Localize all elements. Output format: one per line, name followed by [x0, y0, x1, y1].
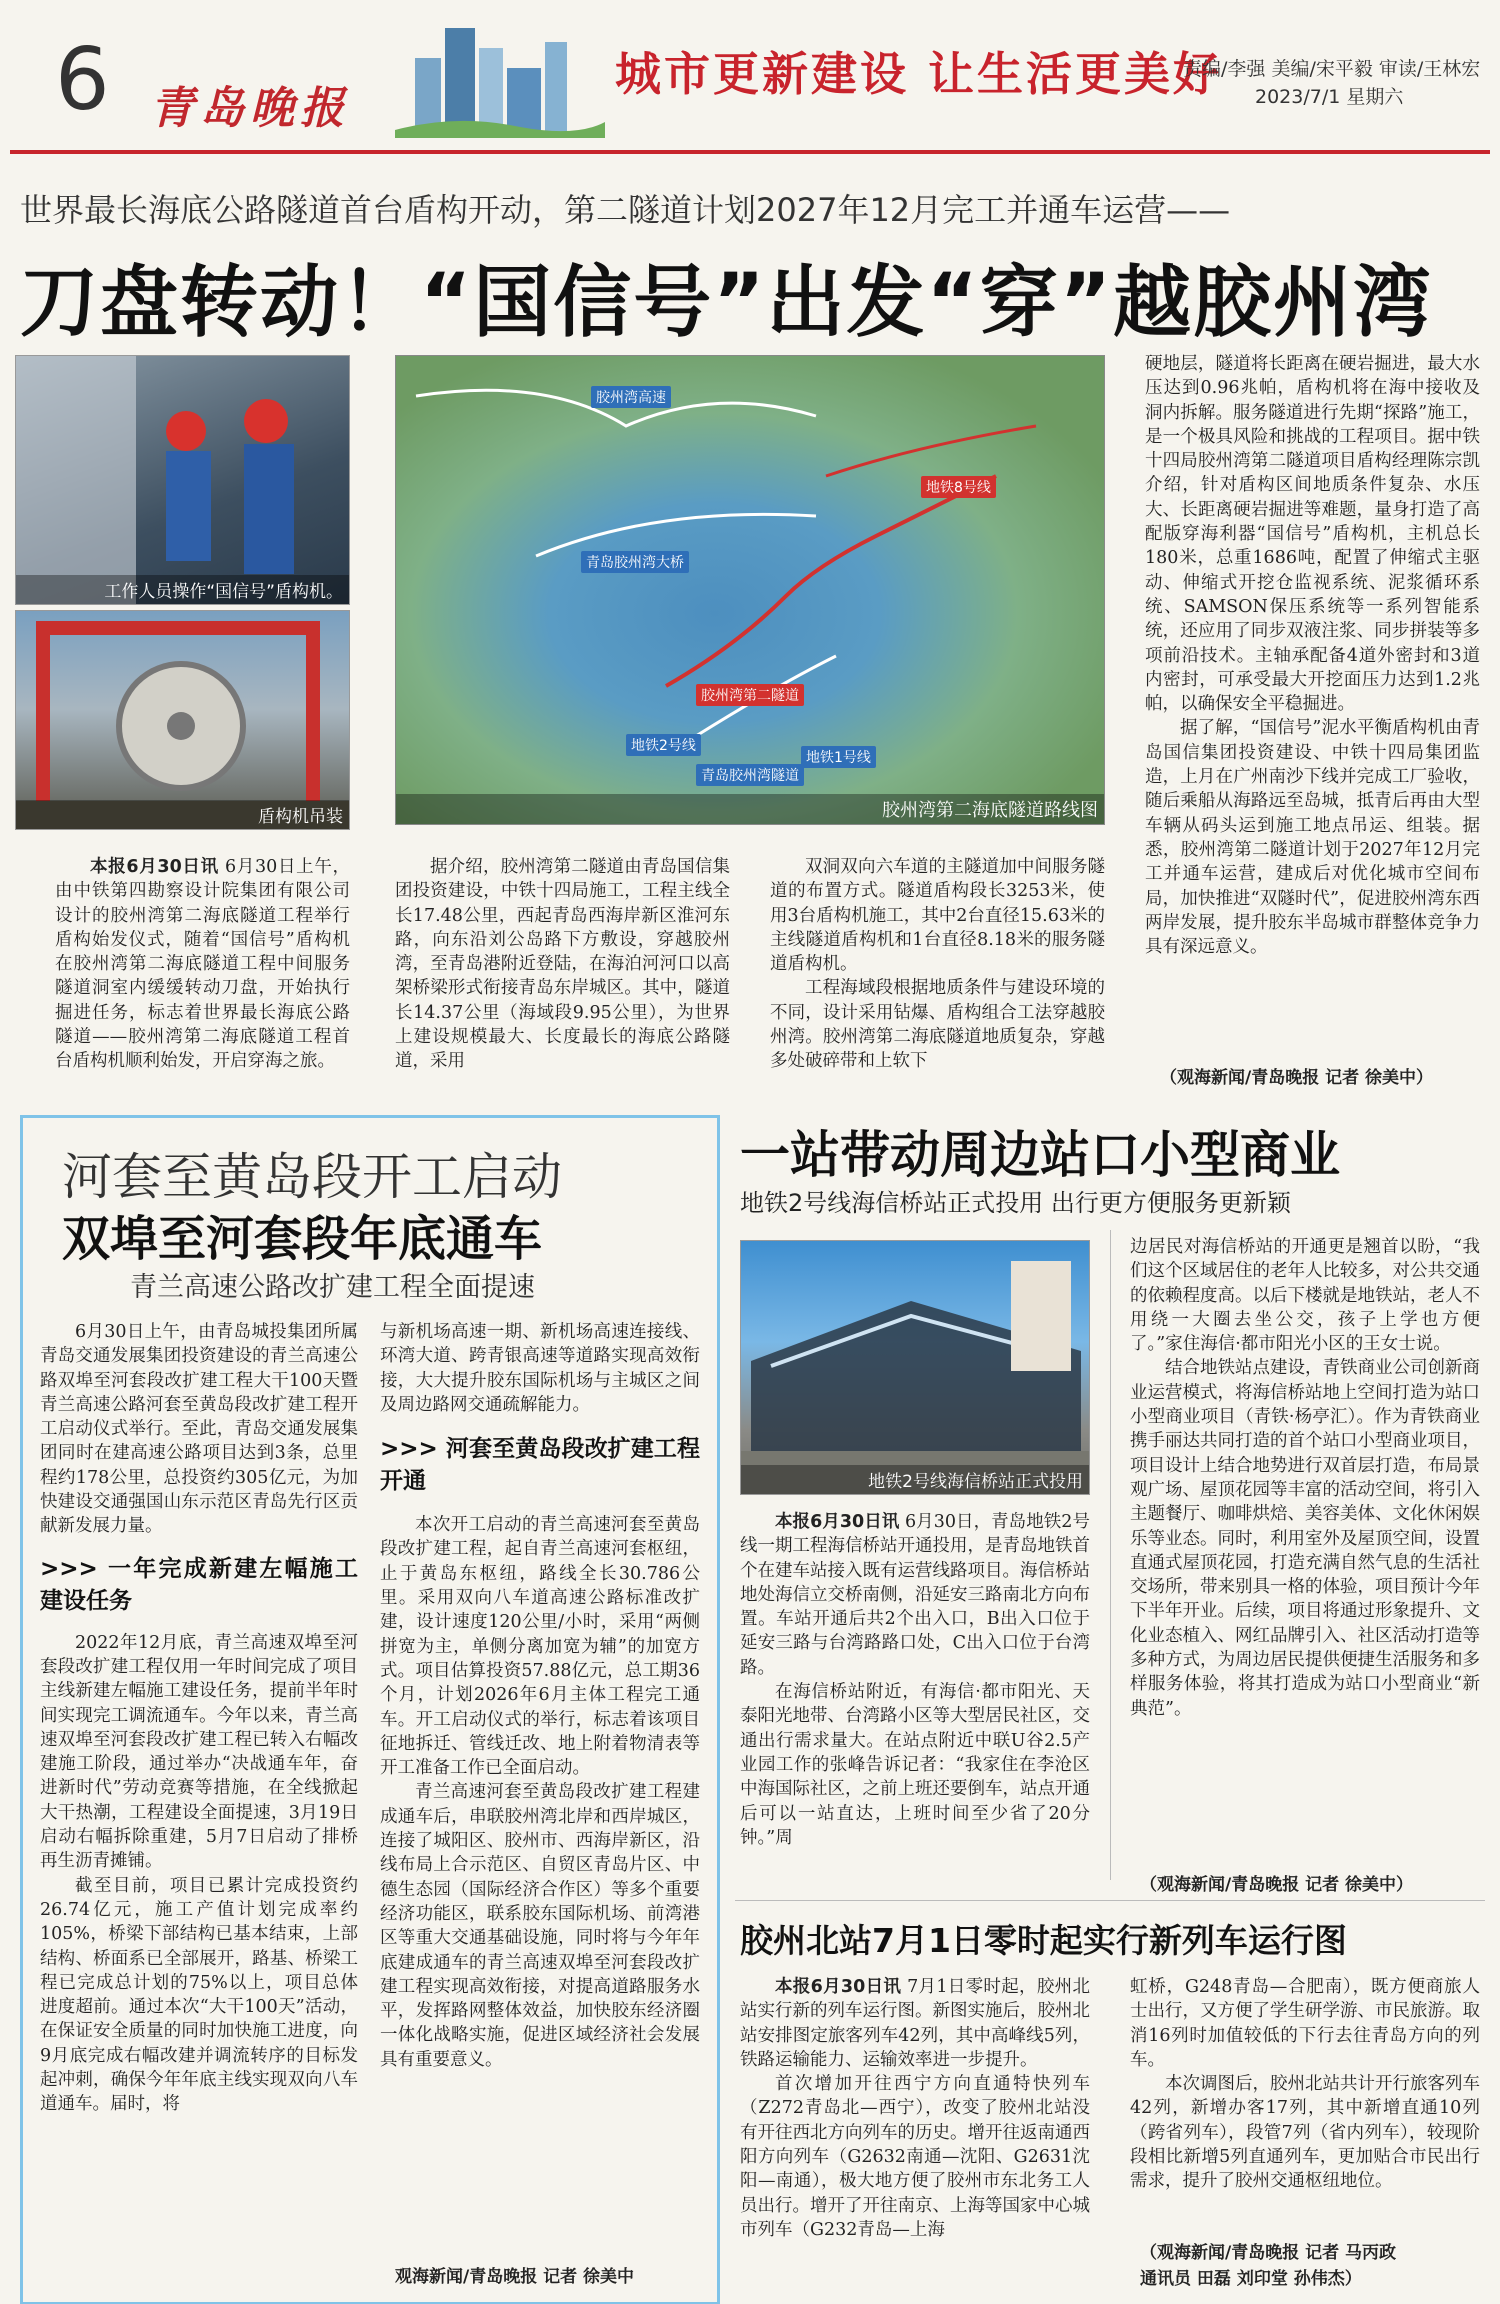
- highway-p1: 6月30日上午，由青岛城投集团所属青岛交通发展集团投资建设的青兰高速公路双埠至河套段改扩建工程大干100天暨青兰高速公路河套至黄岛段改扩建工程开工启动仪式举行。至此，青岛交通发展集团同时在建高速公路项目达到3条，总里程约178公里，总投资约305亿元，为加快建设交通强国山东示范区青岛先行区贡献新发展力量。: [40, 1322, 358, 1537]
- metro-dateline: 本报6月30日讯: [775, 1512, 900, 1532]
- tunnel-route-map: [395, 355, 1105, 825]
- station-photo-caption: 地铁2号线海信桥站正式投用: [741, 1465, 1089, 1494]
- map-label-tunnel2: 胶州湾第二隧道: [696, 684, 804, 706]
- page-number: 6: [55, 30, 110, 130]
- metro-col2-p2: 结合地铁站点建设，青铁商业公司创新商业运营模式，将海信桥站地上空间打造为站口小型商业项目（青铁·杨亭汇）。作为青铁商业携手丽达共同打造的首个站口小型商业项目，项目设计上结合地势进行双首层打造，布局景观广场、屋顶花园等丰富的活动空间，将引入主题餐厅、咖啡烘焙、美容美体、文化休闲娱乐等业态。同时，利用室外及屋顶空间，设置直通式屋顶花园，打造充满自然气息的生活社交场所，带来别具一格的体验，项目预计今年下半年开业。后续，项目将通过形象提升、文化业态植入、网红品牌引入、社区活动打造等多种方式，为周边居民提供便捷生活服务和多样服务体验，将其打造成为站口小型商业“新典范”。: [1130, 1358, 1480, 1719]
- crane-photo-caption: 盾构机吊装: [16, 800, 349, 829]
- highway-byline: 观海新闻/青岛晚报 记者 徐美中: [395, 2267, 635, 2287]
- highway-title-1: 河套至黄岛段开工启动: [62, 1148, 562, 1206]
- train-dateline: 本报6月30日讯: [775, 1977, 902, 1997]
- city-skyline-graphic: [395, 18, 605, 138]
- map-label-metro8: 地铁8号线: [921, 476, 996, 498]
- station-photo: [740, 1240, 1090, 1495]
- workers-photo-caption: 工作人员操作“国信号”盾构机。: [16, 575, 349, 604]
- crane-photo: [15, 610, 350, 830]
- header-rule: [10, 150, 1490, 154]
- highway-subhead-1: >>> 一年完成新建左幅施工建设任务: [40, 1555, 358, 1614]
- workers-photo: [15, 355, 350, 605]
- highway-col-2: [380, 1320, 700, 2260]
- train-byline-1: （观海新闻/青岛晚报 记者 马丙政: [1140, 2243, 1397, 2263]
- lead-col-4: [1145, 352, 1480, 1050]
- metro-col1-p2: 在海信桥站附近，有海信·都市阳光、天泰阳光地带、台湾路小区等大型居民社区，交通出行需求量大。在站点附近中联U谷2.5产业园工作的张峰告诉记者：“我家住在李沧区中海国际社区，之前上班还要倒车，站点开通后可以一站直达，上班时间至少省了20分钟。”周: [740, 1682, 1090, 1848]
- lead-col3-p2: 工程海域段根据地质条件与建设环境的不同，设计采用钻爆、盾构组合工法穿越胶州湾。胶州湾第二海底隧道地质复杂，穿越多处破碎带和上软下: [770, 978, 1105, 1072]
- lead-col3-p1: 双洞双向六车道的主隧道加中间服务隧道的布置方式。隧道盾构段长3253米，使用3台盾构机施工，其中2台直径15.63米的主线隧道盾构机和1台直径8.18米的服务隧道盾构机。: [770, 857, 1105, 975]
- paper-name: 青岛晚报: [150, 83, 350, 134]
- metro-title: 一站带动周边站口小型商业: [740, 1126, 1340, 1184]
- station-illustration: [741, 1241, 1090, 1495]
- highway-c2-p2: 本次开工启动的青兰高速河套至黄岛段改扩建工程，起自青兰高速河套枢纽，止于黄岛东枢纽，路线全长30.786公里。采用双向八车道高速公路标准改扩建，设计速度120公里/小时，采用“两侧拼宽为主，单侧分离加宽为辅”的加宽方式。项目估算投资57.88亿元，总工期36个月，计划2026年6月主体工程完工通车。开工启动仪式的举行，标志着该项目征地拆迁、管线迁改、地上附着物清表等开工准备工作已全面启动。: [380, 1515, 700, 1779]
- metro-subtitle: 地铁2号线海信桥站正式投用 出行更方便服务更新颖: [740, 1189, 1291, 1217]
- crane-illustration: [16, 611, 350, 830]
- lead-byline: （观海新闻/青岛晚报 记者 徐美中）: [1160, 1068, 1434, 1088]
- section-divider: [735, 1900, 1485, 1901]
- map-label-bridge: 青岛胶州湾大桥: [581, 551, 689, 573]
- workers-illustration: [16, 356, 350, 605]
- lead-dateline: 本报6月30日讯: [90, 857, 219, 877]
- highway-col-1: [40, 1320, 358, 2280]
- metro-col-2: [1130, 1235, 1480, 1865]
- lead-col-1: [55, 855, 350, 1080]
- lead-col2-text: 据介绍，胶州湾第二隧道由青岛国信集团投资建设，中铁十四局施工，工程主线全长17.48公里，西起青岛西海岸新区淮河东路，向东沿刘公岛路下方敷设，穿越胶州湾，至青岛港附近登陆，在海泊河河口以高架桥梁形式衔接青岛东岸城区。其中，隧道长14.37公里（海域段9.95公里），为世界上建设规模最大、长度最长的海底公路隧道，采用: [395, 857, 730, 1072]
- train-byline-2: 通讯员 田磊 刘印堂 孙伟杰）: [1140, 2269, 1362, 2289]
- highway-subtitle: 青兰高速公路改扩建工程全面提速: [130, 1272, 535, 1303]
- metro-col-1: [740, 1510, 1090, 1900]
- train-col-1: [740, 1975, 1090, 2293]
- lead-col-2: [395, 855, 730, 1080]
- metro-byline: （观海新闻/青岛晚报 记者 徐美中）: [1140, 1875, 1414, 1895]
- column-divider: [1110, 1230, 1111, 1880]
- metro-col1-p1: 6月30日，青岛地铁2号线一期工程海信桥站开通投用，是青岛地铁首个在建车站接入既有运营线路项目。海信桥站地处海信立交桥南侧，沿延安三路南北方向布置。车站开通后共2个出入口，B出入口位于延安三路与台湾路路口处，C出入口位于台湾路。: [740, 1512, 1090, 1678]
- train-col2-p2: 本次调图后，胶州北站共计开行旅客列车42列，新增办客17列，其中新增直通10列（跨省列车），段管7列（省内列车），较现阶段相比新增5列直通列车，更加贴合市民出行需求，提升了胶州交通枢纽地位。: [1130, 2074, 1480, 2192]
- map-label-metro2: 地铁2号线: [626, 734, 701, 756]
- highway-p2: 2022年12月底，青兰高速双埠至河套段改扩建工程仅用一年时间完成了项目主线新建左幅施工建设任务，提前半年时间实现完工调流通车。今年以来，青兰高速双埠至河套段改扩建工程已转入右幅改建施工阶段，通过举办“决战通车年，奋进新时代”劳动竞赛等措施，在全线掀起大干热潮，工程建设全面提速，3月19日启动右幅拆除重建，5月7日启动了排桥再生沥青摊铺。: [40, 1632, 358, 1872]
- train-col2-p1: 虹桥，G248青岛—合肥南），既方便商旅人士出行，又方便了学生研学游、市民旅游。取消16列时加值较低的下行去往青岛方向的列车。: [1130, 1977, 1480, 2070]
- highway-c2-p1: 与新机场高速一期、新机场高速连接线、环湾大道、跨青银高速等道路实现高效衔接，大大提升胶东国际机场与主城区之间及周边路网交通疏解能力。: [380, 1322, 700, 1415]
- lead-kicker: 世界最长海底公路隧道首台盾构开动，第二隧道计划2027年12月完工并通车运营——: [20, 191, 1231, 229]
- issue-date: 2023/7/1 星期六: [1255, 86, 1404, 108]
- metro-col2-p1: 边居民对海信桥站的开通更是翘首以盼，“我们这个区域居住的老年人比较多，对公共交通的依赖程度高。以后下楼就是地铁站，老人不用绕一大圈去坐公交，孩子上学也方便了。”家住海信·都市阳光小区的王女士说。: [1130, 1237, 1480, 1355]
- map-label-tunnel1: 青岛胶州湾隧道: [696, 764, 804, 786]
- lead-headline: 刀盘转动！“国信号”出发“穿”越胶州湾: [20, 258, 1434, 348]
- map-label-metro1: 地铁1号线: [801, 746, 876, 768]
- map-label-expressway: 胶州湾高速: [591, 386, 671, 408]
- highway-subhead-2: >>> 河套至黄岛段改扩建工程开通: [380, 1436, 700, 1495]
- highway-title-2: 双埠至河套段年底通车: [62, 1211, 543, 1267]
- train-title: 胶州北站7月1日零时起实行新列车运行图: [740, 1921, 1347, 1960]
- lead-col4-p1: 硬地层，隧道将长距离在硬岩掘进，最大水压达到0.96兆帕，盾构机将在海中接收及洞内拆解。服务隧道进行先期“探路”施工，是一个极具风险和挑战的工程项目。据中铁十四局胶州湾第二隧道项目盾构经理陈宗凯介绍，针对盾构区间地质条件复杂、水压大、长距离硬岩掘进等难题，量身打造了高配版穿海利器“国信号”盾构机，主机总长180米，总重1686吨，配置了伸缩式主驱动、伸缩式开挖仓监视系统、泥浆循环系统、SAMSON保压系统等一系列智能系统，还应用了同步双液注浆、同步拼装等多项前沿技术。主轴承配备4道外密封和3道内密封，可承受最大开挖面压力达到1.2兆帕，以确保安全平稳掘进。: [1145, 354, 1480, 715]
- train-col-2: [1130, 1975, 1480, 2225]
- lead-col4-p2: 据了解，“国信号”泥水平衡盾构机由青岛国信集团投资建设、中铁十四局集团监造，上月在广州南沙下线并完成工厂验收，随后乘船从海路远至岛城，抵青后再由大型车辆从码头运到施工地点吊运、组装。据悉，胶州湾第二隧道计划于2027年12月完工并通车运营，建成后对优化城市空间布局，加快推进“双隧时代”，促进胶州湾东西两岸发展，提升胶东半岛城市群整体竞争力具有深远意义。: [1145, 718, 1480, 958]
- train-col1-p2: 首次增加开往西宁方向直通特快列车（Z272青岛北—西宁），改变了胶州北站没有开往西北方向列车的历史。增开往返南通西阳方向列车（G2632南通—沈阳、G2631沈阳—南通），极大地方便了胶州市东北务工人员出行。增开了开往南京、上海等国家中心城市列车（G232青岛—上海: [740, 2074, 1090, 2240]
- highway-p3: 截至目前，项目已累计完成投资约26.74亿元，施工产值计划完成率约105%，桥梁下部结构已基本结束，上部结构、桥面系已全部展开，路基、桥梁工程已完成总计划的75%以上，项目总体进度超前。通过本次“大干100天”活动，在保证安全质量的同时加快施工进度，向9月底完成右幅改建并调流转序的目标发起冲刺，确保今年年底主线实现双向八车道通车。届时，将: [40, 1875, 358, 2115]
- highway-c2-p3: 青兰高速河套至黄岛段改扩建工程建成通车后，串联胶州湾北岸和西岸城区，连接了城阳区、胶州市、西海岸新区，沿线布局上合示范区、自贸区青岛片区、中德生态园（国际经济合作区）等多个重要经济功能区，联系胶东国际机场、前湾港区等重大交通基础设施，同时将与今年年底建成通车的青兰高速双埠至河套段改扩建工程实现高效衔接，对提高道路服务水平，发挥路网整体效益，加快胶东经济圈一体化战略实施，促进区域经济社会发展具有重要意义。: [380, 1782, 700, 2070]
- lead-col1-text: 6月30日上午，由中铁第四勘察设计院集团有限公司设计的胶州湾第二海底隧道工程举行盾构始发仪式，随着“国信号”盾构机在胶州湾第二海底隧道工程中间服务隧道洞室内缓缓转动刀盘，开始执行掘进任务，标志着世界最长海底公路隧道——胶州湾第二海底隧道工程首台盾构机顺利始发，开启穿海之旅。: [55, 857, 350, 1072]
- route-lines: [396, 356, 1105, 825]
- page-slogan: 城市更新建设 让生活更美好: [615, 47, 1223, 101]
- map-caption: 胶州湾第二海底隧道路线图: [396, 794, 1104, 824]
- train-col1-p1: 7月1日零时起，胶州北站实行新的列车运行图。新图实施后，胶州北站安排图定旅客列车42列，其中高峰线5列，铁路运输能力、运输效率进一步提升。: [740, 1977, 1090, 2070]
- lead-col-3: [770, 855, 1105, 1080]
- editor-credits: 责编/李强 美编/宋平毅 审读/王林宏: [1183, 58, 1481, 80]
